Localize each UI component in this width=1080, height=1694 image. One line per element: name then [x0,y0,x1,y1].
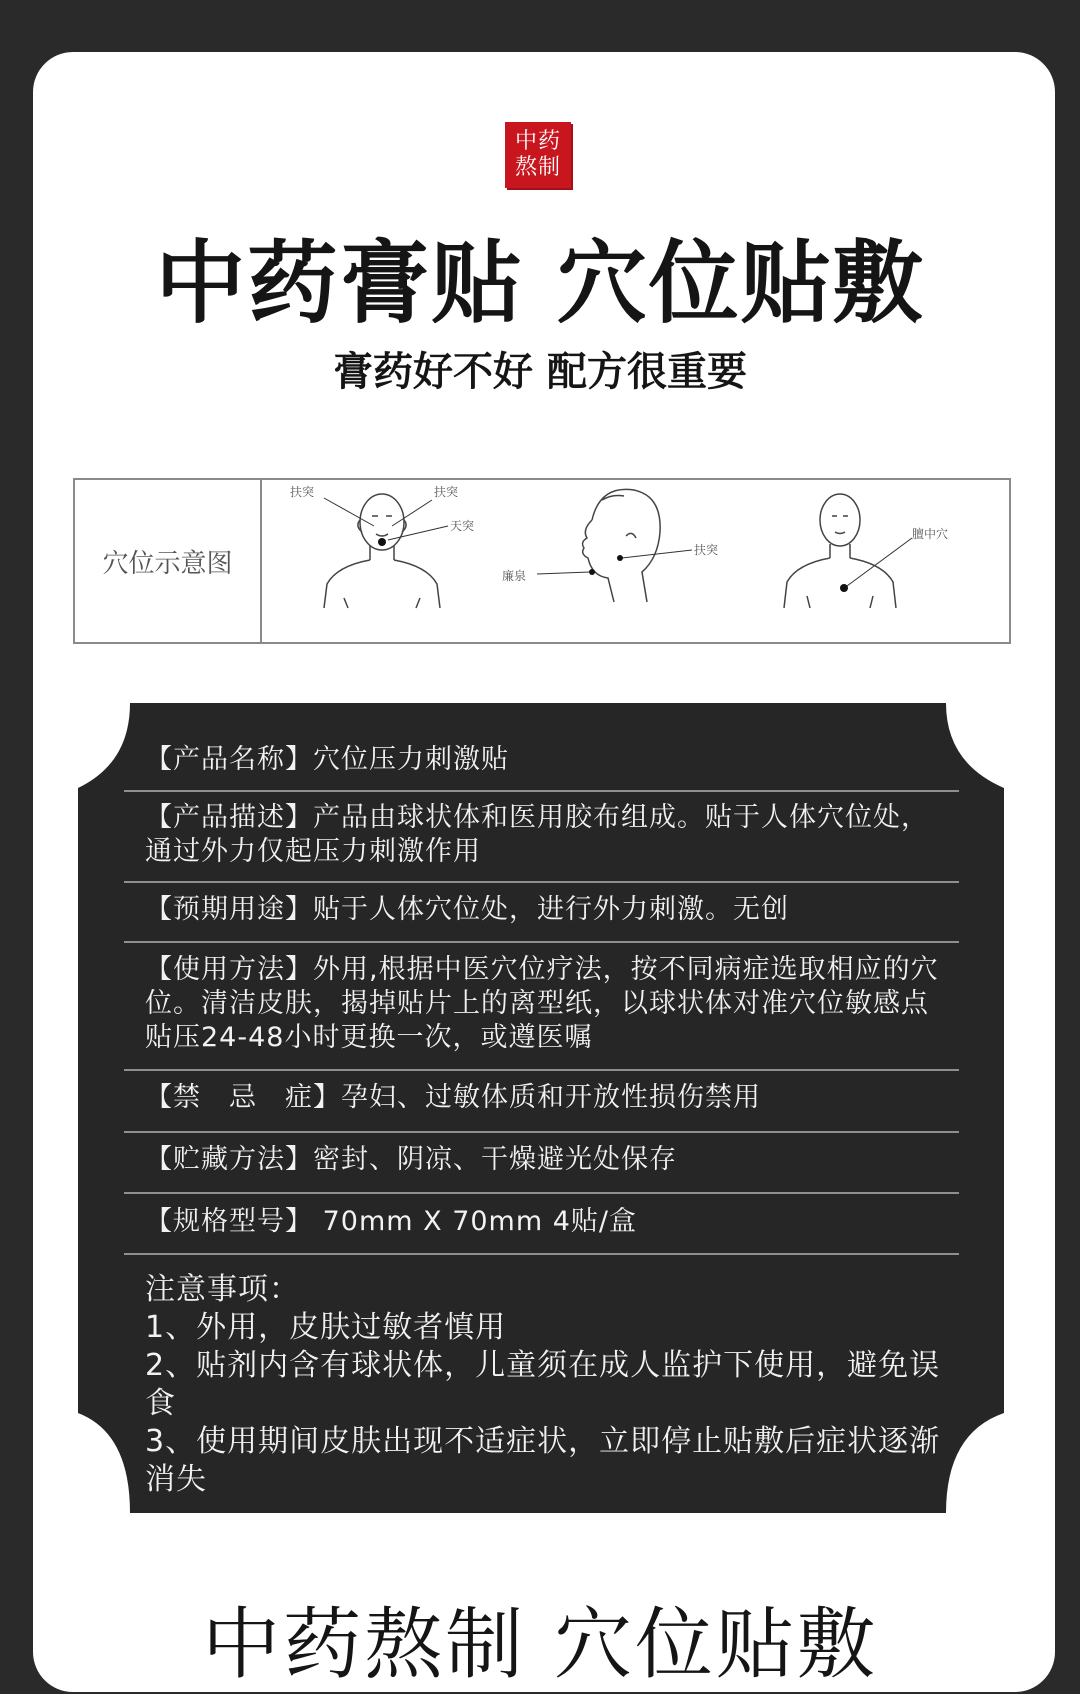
info-row-spec [145,1205,955,1239]
acupoint-figures [262,480,1011,642]
info-row-contraindication [145,1081,955,1115]
front-figure-neck [324,494,440,608]
info-row-name [145,743,955,777]
footer-title: 中药熬制 穴位贴敷 [202,1600,878,1690]
precautions-title: 注意事项： [145,1272,300,1307]
info-row-label: 【规格型号】 [145,1206,313,1237]
divider [124,941,959,943]
label-futu-2: 扶突 [434,485,459,499]
page-subtitle: 膏药好不好 配方很重要 [333,348,747,395]
divider [124,790,959,792]
info-row-description [145,801,955,869]
divider [124,1253,959,1255]
precautions [145,1271,955,1499]
precaution-item: 2、贴剂内含有球状体，儿童须在成人监护下使用，避免误食 [145,1348,941,1421]
acupoint-diagram [73,478,1011,644]
seal-text: 中药熬制 [514,129,561,180]
info-row-text: 产品由球状体和医用胶布组成。贴于人体穴位处，通过外力仅起压力刺激作用 [145,802,929,867]
info-row-label: 【禁 忌 症】 [145,1082,341,1113]
info-row-text: 密封、阴凉、干燥避光处保存 [313,1144,677,1175]
label-lianquan: 廉泉 [502,569,527,583]
info-row-label: 【预期用途】 [145,894,313,925]
info-row-text: 70mm X 70mm 4贴/盒 [313,1206,638,1237]
label-danzhong: 膻中穴 [912,527,949,541]
precaution-item: 3、使用期间皮肤出现不适症状，立即停止贴敷后症状逐渐消失 [145,1424,941,1497]
chest-figure [784,494,896,608]
info-row-storage [145,1143,955,1177]
info-row-usage [145,893,955,927]
info-row-text: 贴于人体穴位处，进行外力刺激。无创 [313,894,789,925]
label-futu-3: 扶突 [694,543,719,557]
page-title: 中药膏贴 穴位贴敷 [155,230,925,336]
product-info-panel [78,703,1004,1513]
divider [124,1192,959,1194]
info-row-text: 外用,根据中医穴位疗法，按不同病症选取相应的穴位。清洁皮肤，揭掉贴片上的离型纸，以球状体对准穴位敏感点贴压24-48小时更换一次，或遵医嘱 [145,954,939,1053]
herbal-seal-logo [505,122,571,188]
info-row-label: 【产品名称】 [145,744,313,775]
label-futu-1: 扶突 [290,485,315,499]
info-row-method [145,953,955,1055]
info-row-text: 孕妇、过敏体质和开放性损伤禁用 [341,1082,761,1113]
precaution-item: 1、外用，皮肤过敏者慎用 [145,1310,507,1345]
info-row-label: 【贮藏方法】 [145,1144,313,1175]
info-row-label: 【使用方法】 [145,954,313,985]
divider [124,881,959,883]
info-row-text: 穴位压力刺激贴 [313,744,509,775]
info-row-label: 【产品描述】 [145,802,313,833]
acupoint-diagram-label: 穴位示意图 [75,480,262,642]
label-tiantu: 天突 [450,519,475,533]
side-figure-neck [583,489,661,602]
divider [124,1131,959,1133]
divider [124,1069,959,1071]
